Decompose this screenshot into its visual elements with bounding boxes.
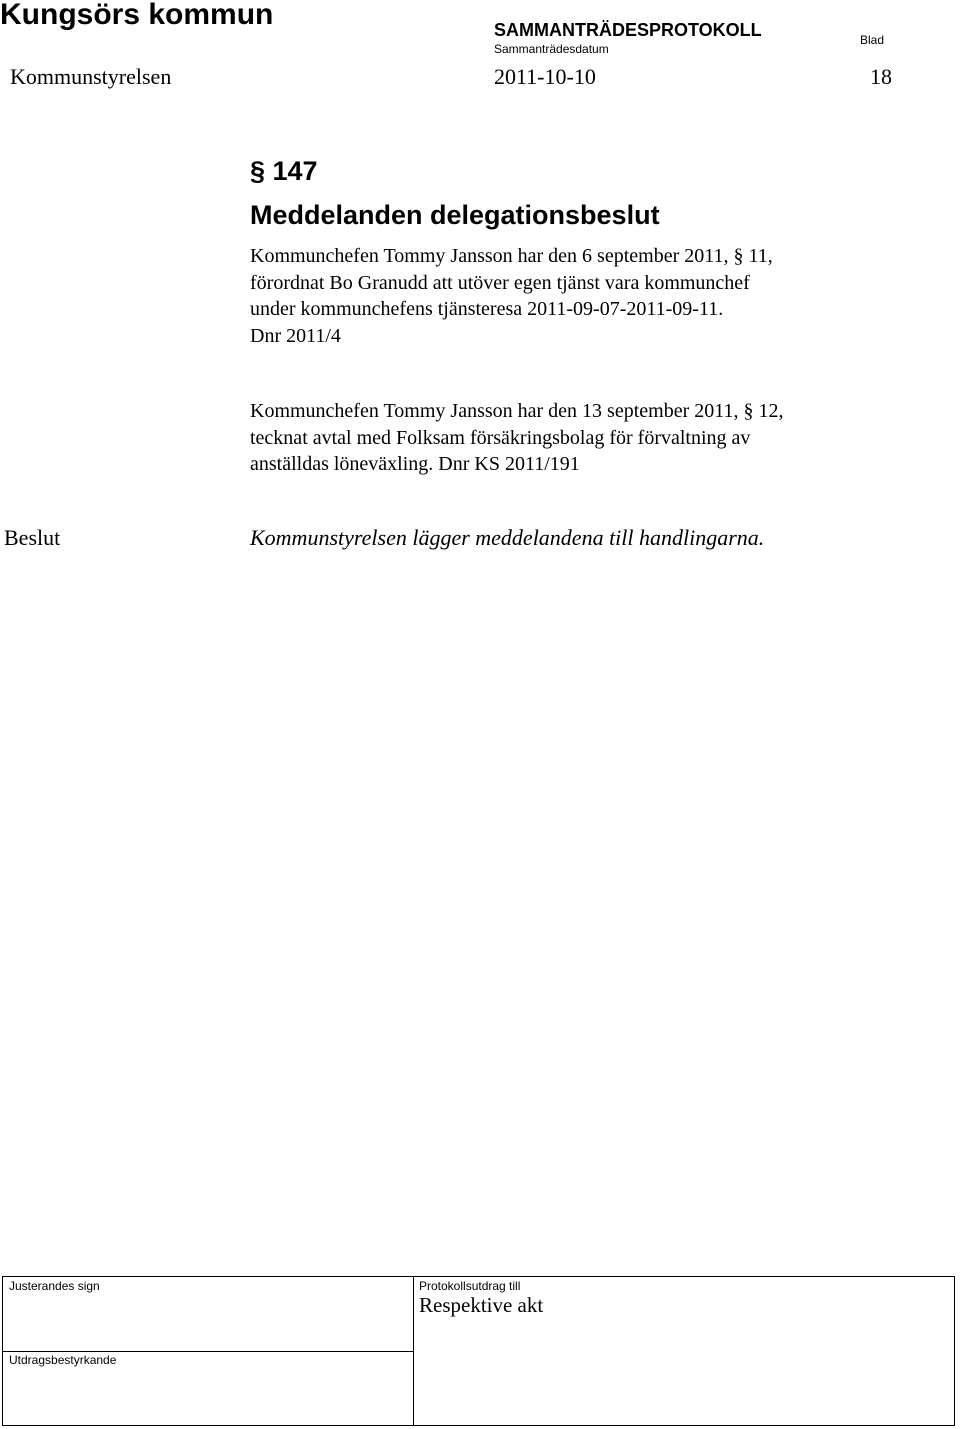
page-number: 18	[870, 64, 892, 89]
adjuster-sign-label: Justerandes sign	[9, 1279, 100, 1293]
certifier-label: Utdragsbestyrkande	[9, 1353, 117, 1367]
paragraph-line: förordnat Bo Granudd att utöver egen tjänst vara kommunchef	[250, 271, 750, 294]
extract-to-value: Respektive akt	[419, 1293, 544, 1317]
paragraph-line: Kommunchefen Tommy Jansson har den 13 september 2011, § 12,	[250, 400, 784, 422]
paragraph-delegation-2	[250, 398, 870, 478]
meeting-date-label: Sammanträdesdatum	[494, 42, 609, 56]
protocol-title: SAMMANTRÄDESPROTOKOLL	[494, 20, 762, 40]
page-label: Blad	[860, 33, 885, 47]
paragraph-line: anställdas löneväxling. Dnr KS 2011/191	[250, 453, 580, 475]
paragraph-line: Dnr 2011/4	[250, 324, 341, 347]
table-divider-vertical	[413, 1277, 414, 1425]
decision-text: Kommunstyrelsen lägger meddelandena till handlingarna.	[250, 525, 765, 550]
paragraph-line: under kommunchefens tjänsteresa 2011-09-07-2011-09-11.	[250, 298, 724, 320]
section-title: Meddelanden delegationsbeslut	[250, 200, 660, 230]
section-number: § 147	[250, 156, 318, 186]
paragraph-delegation-1	[250, 243, 870, 349]
paragraph-line: tecknat avtal med Folksam försäkringsbolag för förvaltning av	[250, 426, 751, 449]
paragraph-line: Kommunchefen Tommy Jansson har den 6 september 2011, § 11,	[250, 245, 773, 267]
table-divider-horizontal	[3, 1351, 413, 1352]
extract-to-label: Protokollsutdrag till	[419, 1279, 521, 1293]
body-name: Kommunstyrelsen	[10, 64, 172, 89]
signature-table	[2, 1276, 955, 1426]
org-name: Kungsörs kommun	[0, 0, 274, 31]
meeting-date: 2011-10-10	[494, 64, 596, 89]
decision-label: Beslut	[4, 525, 61, 550]
